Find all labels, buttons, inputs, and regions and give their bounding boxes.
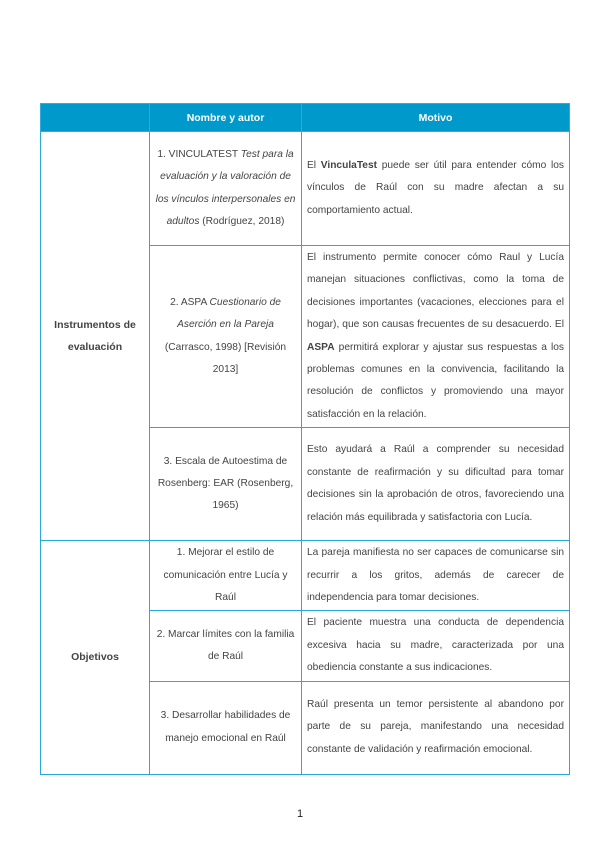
header-empty <box>41 104 150 132</box>
motive-text: Esto ayudará a Raúl a comprender su necesidad constante de reafirmación y su dificultad para tomar decisiones sin la aprobación de otros, favoreciendo una relación más equilibrada y satisfactoria con Lucía. <box>307 444 564 523</box>
instrument-motive <box>302 246 570 428</box>
table-row <box>41 541 570 611</box>
table-header-row <box>41 104 570 132</box>
objective-name: 3. Desarrollar habilidades de manejo emocional en Raúl <box>150 681 302 774</box>
name-suffix: (Carrasco, 1998) [Revisión 2013] <box>164 341 287 376</box>
instrument-motive <box>302 132 570 246</box>
table-row <box>41 132 570 246</box>
page-number: 1 <box>296 808 304 820</box>
objective-name: 1. Mejorar el estilo de comunicación entre Lucía y Raúl <box>150 541 302 611</box>
motive-bold: VinculaTest <box>320 159 378 171</box>
instrument-motive <box>302 428 570 541</box>
objective-motive: Raúl presenta un temor persistente al abandono por parte de su pareja, manifestando una necesidad constante de validación y reafirmación emocional. <box>302 681 570 774</box>
motive-text: El instrumento permite conocer cómo Raul y Lucía manejan situaciones conflictivas, como la toma de decisiones importantes (vacaciones, elecciones para el hogar), que son causas frecuentes de su desacuerdo. El <box>307 252 564 331</box>
instrument-name <box>150 132 302 246</box>
name-italic: Test para la evaluación y la valoración de los vínculos interpersonales en adultos <box>155 148 296 227</box>
header-motive: Motivo <box>302 104 570 132</box>
instrument-name <box>150 246 302 428</box>
name-prefix: 3. Escala de Autoestima de Rosenberg: EAR (Rosenberg, 1965) <box>157 455 294 512</box>
motive-bold: ASPA <box>307 341 335 353</box>
category-objetivos: Objetivos <box>41 541 150 774</box>
name-italic: Cuestionario de Aserción en la Pareja <box>177 296 281 331</box>
objective-motive: El paciente muestra una conducta de dependencia excesiva hacia su madre, caracterizada por una obediencia constante a sus indicaciones. <box>302 611 570 681</box>
objective-motive: La pareja manifiesta no ser capaces de comunicarse sin recurrir a los gritos, además de carecer de independencia para tomar decisiones. <box>302 541 570 611</box>
name-prefix: 2. ASPA <box>170 296 210 308</box>
evaluation-table <box>40 103 570 775</box>
objective-name: 2. Marcar límites con la familia de Raúl <box>150 611 302 681</box>
name-suffix: (Rodríguez, 2018) <box>199 215 285 227</box>
motive-text: permitirá explorar y ajustar sus respuestas a los problemas comunes en la convivencia, facilitando la resolución de conflictos y promoviendo una mayor satisfacción en la relación. <box>307 341 564 420</box>
category-instrumentos: Instrumentos de evaluación <box>41 132 150 541</box>
instrument-name <box>150 428 302 541</box>
name-prefix: 1. VINCULATEST <box>157 148 241 160</box>
header-name-author: Nombre y autor <box>150 104 302 132</box>
motive-text: puede ser útil para entender cómo los vínculos de Raúl con su madre afectan a su comportamiento actual. <box>307 159 564 216</box>
motive-text: El <box>307 159 321 171</box>
